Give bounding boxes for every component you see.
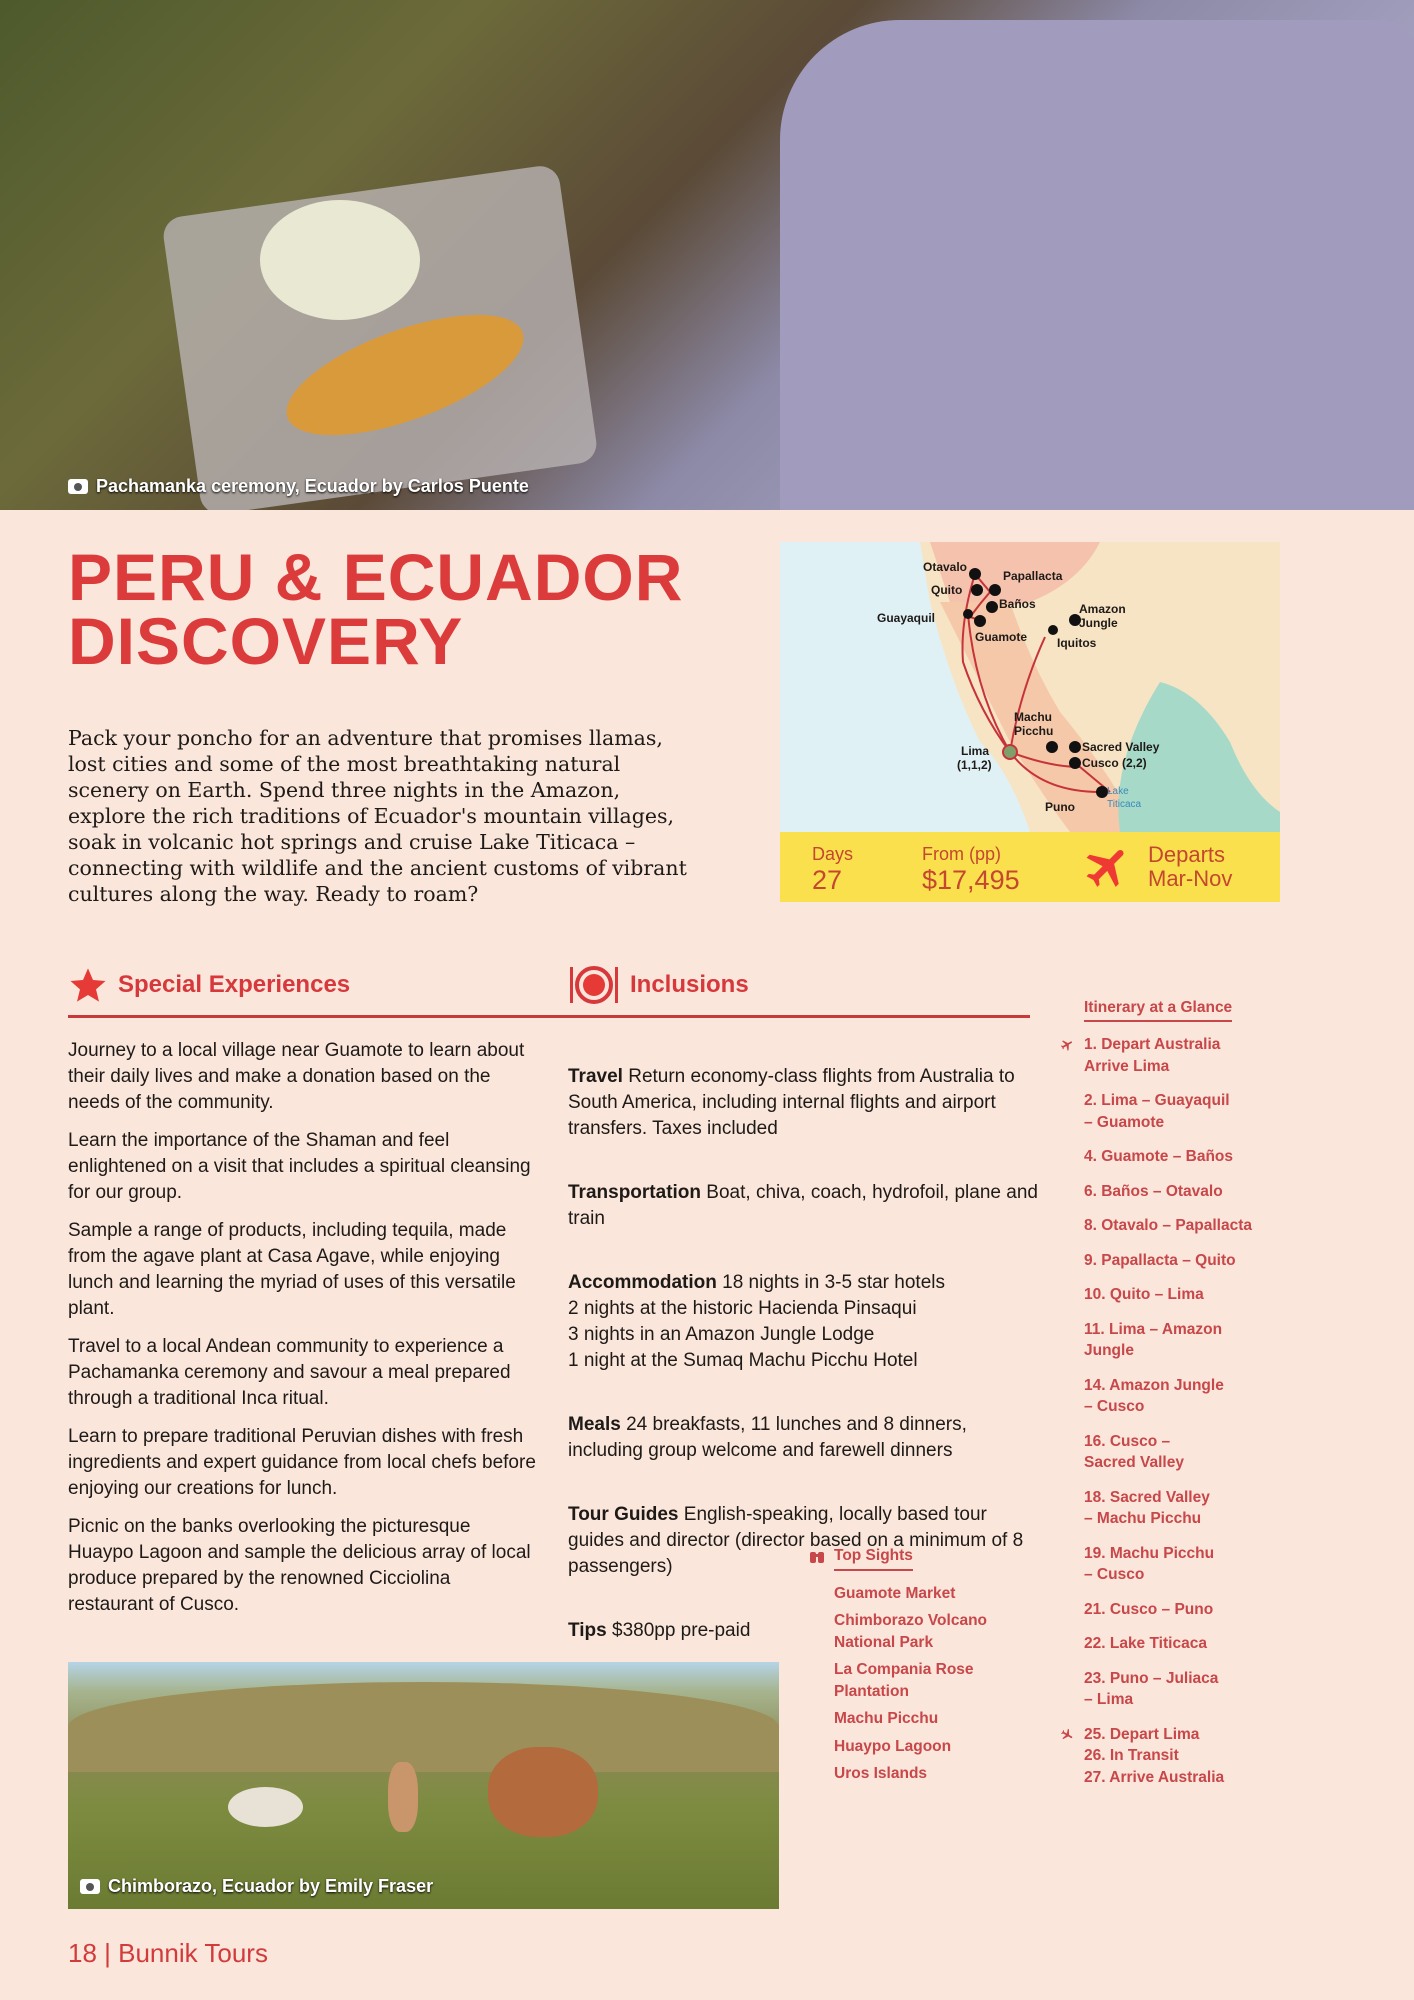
itinerary-item-text: 21. Cusco – Puno <box>1084 1600 1214 1618</box>
departs-label: Departs <box>1148 842 1226 867</box>
map-label: Lima <box>961 744 990 758</box>
itinerary-item <box>1084 1034 1304 1077</box>
inclusion-value: $380pp pre-paid <box>612 1620 751 1641</box>
itinerary-item <box>1084 1215 1304 1237</box>
heading-text: Inclusions <box>630 971 749 998</box>
map-label: (1,1,2) <box>957 758 992 772</box>
sight-item: Guamote Market <box>834 1584 956 1602</box>
itinerary-item <box>1084 1284 1304 1306</box>
photo-caption <box>80 1876 433 1897</box>
top-sights-heading: Top Sights <box>834 1545 913 1571</box>
price-label: From (pp) <box>922 844 1002 864</box>
itinerary-item-text: 2. Lima – Guayaquil – Guamote <box>1084 1092 1230 1131</box>
inclusion-item <box>568 1412 1038 1464</box>
price-value: $17,495 <box>922 865 1020 895</box>
inclusions-heading <box>568 965 749 1005</box>
sight-item: La Compania Rose Plantation <box>834 1661 974 1700</box>
itinerary-item <box>1084 1487 1304 1530</box>
itinerary-item-text: 19. Machu Picchu – Cusco <box>1084 1544 1215 1583</box>
inclusion-value: 24 breakfasts, 11 lunches and 8 dinners, including group welcome and farewell dinners <box>568 1414 967 1461</box>
inclusion-key: Transportation <box>568 1182 702 1203</box>
experience-item: Learn the importance of the Shaman and feel enlightened on a visit that includes a spiritual cleansing for our group. <box>68 1130 531 1203</box>
map-label: Iquitos <box>1057 636 1097 650</box>
itinerary-item-text: 1. Depart Australia Arrive Lima <box>1084 1036 1221 1075</box>
page-footer: 18 | Bunnik Tours <box>68 1938 268 1968</box>
inclusion-value: Boat, chiva, coach, hydrofoil, plane and train <box>568 1182 1038 1229</box>
itinerary-item-text: 18. Sacred Valley – Machu Picchu <box>1084 1488 1210 1527</box>
food <box>260 200 420 320</box>
camera-icon <box>80 1879 100 1894</box>
itinerary-item-text: 16. Cusco – Sacred Valley <box>1084 1432 1184 1471</box>
section-divider <box>68 1015 1030 1018</box>
hero-photo <box>0 0 1414 510</box>
price <box>922 841 1082 893</box>
map-label: Guayaquil <box>877 611 936 625</box>
itinerary-item-text: 9. Papallacta – Quito <box>1084 1251 1236 1269</box>
camera-icon <box>68 479 88 494</box>
itinerary-item <box>1084 1319 1304 1362</box>
itinerary-item <box>1084 1146 1304 1168</box>
plate-cutlery-icon <box>568 965 620 1005</box>
itinerary-item <box>1084 1599 1304 1621</box>
itinerary-item-text: 25. Depart Lima 26. In Transit 27. Arrive Australia <box>1084 1725 1225 1786</box>
itinerary-item-text: 8. Otavalo – Papallacta <box>1084 1217 1253 1234</box>
experience-item: Sample a range of products, including tequila, made from the agave plant at Casa Agave, while enjoying lunch and learning the myriad of uses of this versatile plant. <box>68 1220 516 1319</box>
map-label: Cusco (2,2) <box>1082 756 1147 770</box>
sight-item: Chimborazo Volcano National Park <box>834 1612 988 1651</box>
itinerary-at-a-glance <box>1084 975 1304 1823</box>
experience-item: Learn to prepare traditional Peruvian dishes with fresh ingredients and expert guidance from local chefs before enjoying our creations for lunch. <box>68 1426 536 1499</box>
days <box>812 841 922 893</box>
itinerary-item <box>1084 1250 1304 1272</box>
experience-item: Travel to a local Andean community to experience a Pachamanka ceremony and savour a meal prepared through a traditional Inca ritual. <box>68 1336 511 1409</box>
map-label: Jungle <box>1079 616 1118 630</box>
plane-icon <box>1060 1728 1074 1742</box>
itinerary-item <box>1084 1543 1304 1586</box>
hills <box>68 1682 779 1772</box>
map-label: Quito <box>931 583 963 597</box>
itinerary-item-text: 14. Amazon Jungle – Cusco <box>1084 1376 1224 1415</box>
llama-brown <box>488 1747 598 1837</box>
experience-item: Picnic on the banks overlooking the picturesque Huaypo Lagoon and sample the delicious array of local produce prepared by the renowned Cicciolina restaurant of Cusco. <box>68 1516 531 1615</box>
route-map <box>780 542 1280 902</box>
trip-summary-bar <box>780 832 1280 902</box>
itinerary-heading: Itinerary at a Glance <box>1084 997 1232 1023</box>
itinerary-item <box>1084 1431 1304 1474</box>
sight-item: Huaypo Lagoon <box>834 1737 952 1755</box>
map-label: Picchu <box>1014 724 1054 738</box>
experience-item: Journey to a local village near Guamote to learn about their daily lives and make a donation based on the needs of the community. <box>68 1040 525 1113</box>
days-value: 27 <box>812 865 843 895</box>
itinerary-item <box>1084 1181 1304 1203</box>
map-graphic <box>780 542 1280 832</box>
itinerary-item <box>1084 1724 1304 1789</box>
itinerary-item <box>1084 1090 1304 1133</box>
itinerary-item-text: 11. Lima – Amazon Jungle <box>1084 1320 1223 1359</box>
top-sights <box>834 1545 1034 1791</box>
llama-photo <box>68 1662 779 1909</box>
sight-item: Uros Islands <box>834 1765 928 1782</box>
itinerary-item-text: 10. Quito – Lima <box>1084 1286 1204 1303</box>
inclusion-key: Accommodation <box>568 1272 717 1293</box>
photo-caption <box>68 476 529 497</box>
inclusion-item <box>568 1270 1038 1374</box>
plane-icon <box>1082 841 1134 893</box>
inclusion-key: Tour Guides <box>568 1504 679 1525</box>
map-label: Amazon <box>1079 602 1126 616</box>
map-label: Sacred Valley <box>1082 740 1160 754</box>
sight-item: Machu Picchu <box>834 1710 939 1727</box>
map-label: Papallacta <box>1003 569 1063 583</box>
itinerary-item-text: 4. Guamote – Baños <box>1084 1148 1234 1165</box>
map-label: Baños <box>999 597 1036 611</box>
itinerary-item <box>1084 1375 1304 1418</box>
llama-white <box>228 1787 303 1827</box>
inclusion-item <box>568 1180 1038 1232</box>
caption-text: Chimborazo, Ecuador by Emily Fraser <box>108 1876 434 1896</box>
map-label: Guamote <box>975 630 1028 644</box>
binoculars-icon <box>810 1549 824 1563</box>
inclusion-key: Travel <box>568 1066 623 1087</box>
map-label: Titicaca <box>1107 799 1142 810</box>
days-label: Days <box>812 844 854 864</box>
inclusion-value: 18 nights in 3-5 star hotels 2 nights at the historic Hacienda Pinsaqui 3 nights in an Amazon Jungle Lodge 1 night at the Sumaq Machu Picchu Hotel <box>568 1272 945 1371</box>
special-experiences-heading <box>68 965 350 1005</box>
heading-text: Special Experiences <box>118 971 351 998</box>
map-label: Machu <box>1014 710 1053 724</box>
itinerary-item-text: 23. Puno – Juliaca – Lima <box>1084 1669 1219 1708</box>
departs <box>1148 843 1232 891</box>
itinerary-item-text: 22. Lake Titicaca <box>1084 1635 1207 1652</box>
map-label: Puno <box>1045 800 1075 814</box>
departs-value: Mar-Nov <box>1148 866 1233 891</box>
caption-text: Pachamanka ceremony, Ecuador by Carlos Puente <box>96 476 529 496</box>
title-line: DISCOVERY <box>68 604 464 678</box>
map-label: Otavalo <box>923 560 968 574</box>
inclusion-key: Tips <box>568 1620 607 1641</box>
inclusion-key: Meals <box>568 1414 621 1435</box>
itinerary-item <box>1084 1668 1304 1711</box>
itinerary-item-text: 6. Baños – Otavalo <box>1084 1182 1223 1200</box>
special-experiences-list <box>68 1038 538 1630</box>
inclusion-item <box>568 1064 1038 1142</box>
plane-icon <box>1060 1038 1074 1052</box>
person <box>780 20 1414 510</box>
llama-baby <box>388 1762 418 1832</box>
intro-paragraph: Pack your poncho for an adventure that promises llamas, lost cities and some of the most breathtaking natural scenery on Earth. Spend three nights in the Amazon, explore the rich traditions of Ecuador's mountain villages, soak in volcanic hot springs and cruise Lake Titicaca – connecting with wildlife and the ancient customs of vibrant cultures along the way. Ready to roam? <box>68 726 687 906</box>
itinerary-item <box>1084 1633 1304 1655</box>
page-title <box>68 540 684 678</box>
inclusion-value: English-speaking, locally based tour guides and director (director based on a minimum of 8 passengers) <box>568 1504 1024 1577</box>
map-label: Lake <box>1107 786 1129 797</box>
title-line: PERU & ECUADOR <box>68 540 684 614</box>
inclusion-value: Return economy-class flights from Australia to South America, including internal flights and airport transfers. Taxes included <box>568 1066 1015 1139</box>
star-icon <box>68 965 108 1005</box>
